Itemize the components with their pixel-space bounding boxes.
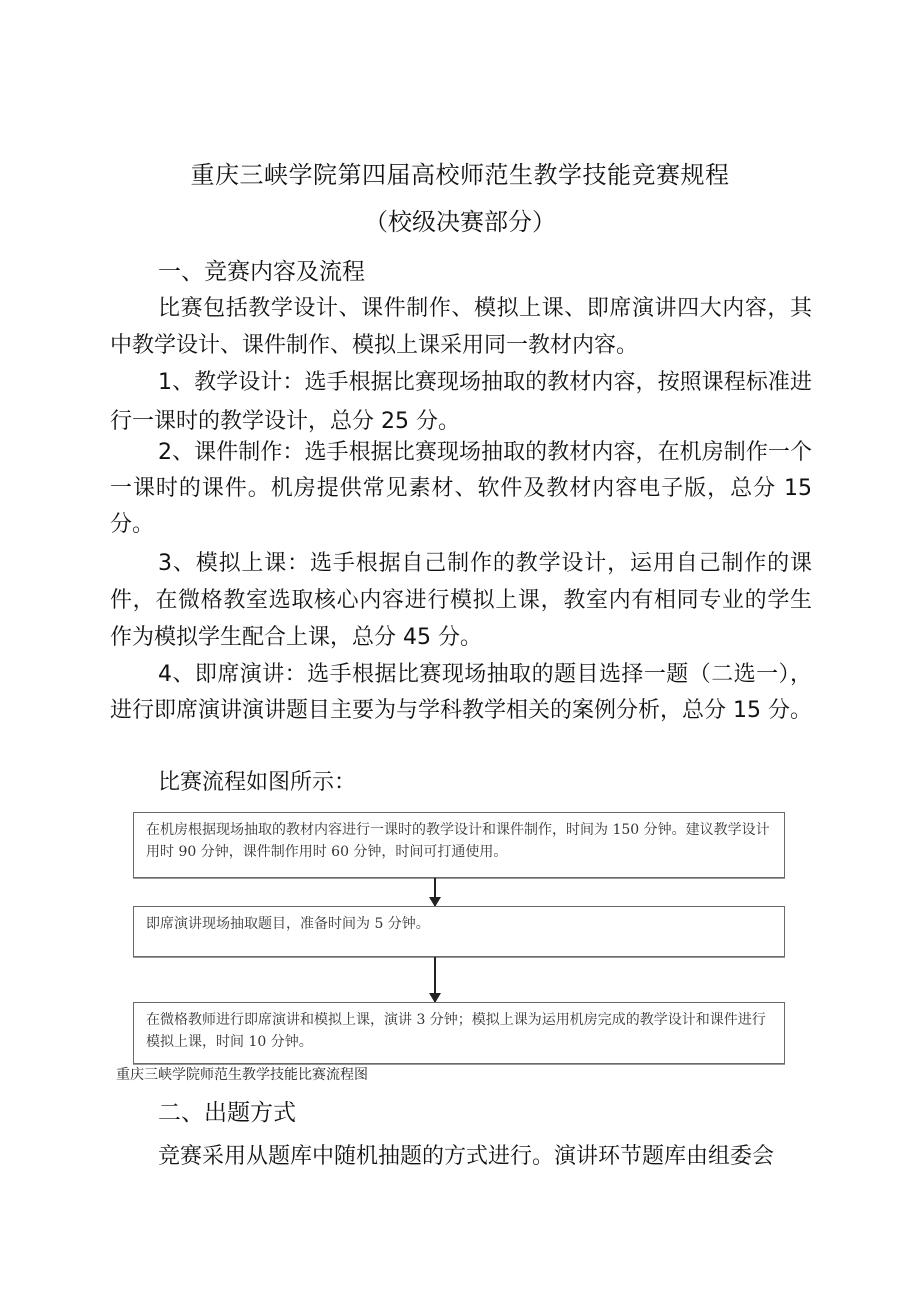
section-heading-1: 一、竞赛内容及流程 [158, 259, 365, 285]
item-courseware-production: 2、课件制作：选手根据比赛现场抽取的教材内容，在机房制作一个一课时的课件。机房提供常见素材、软件及教材内容电子版，总分 15 分。 [110, 440, 812, 537]
flow-step-3: 在微格教师进行即席演讲和模拟上课，演讲 3 分钟；模拟上课为运用机房完成的教学设计和课件进行模拟上课，时间 10 分钟。 [133, 1002, 785, 1064]
flow-intro-text: 比赛流程如图所示： [158, 770, 357, 795]
competition-flowchart [133, 812, 787, 1064]
section-heading-2: 二、出题方式 [158, 1100, 296, 1126]
document-title: 重庆三峡学院第四届高校师范生教学技能竞赛规程 [190, 161, 730, 189]
item-impromptu-speech: 4、即席演讲：选手根据比赛现场抽取的题目选择一题（二选一），进行即席演讲演讲题目主要为与学科教学相关的案例分析，总分 15 分。 [110, 662, 812, 723]
document-subtitle: （校级决赛部分） [364, 208, 556, 236]
section1-intro-paragraph: 比赛包括教学设计、课件制作、模拟上课、即席演讲四大内容，其中教学设计、课件制作、模拟上课采用同一教材内容。 [110, 296, 812, 358]
flowchart-caption: 重庆三峡学院师范生教学技能比赛流程图 [116, 1067, 368, 1083]
item-mock-lesson: 3、模拟上课：选手根据自己制作的教学设计，运用自己制作的课件，在微格教室选取核心内容进行模拟上课，教室内有相同专业的学生作为模拟学生配合上课，总分 45 分。 [110, 551, 812, 650]
down-arrow-icon [434, 957, 436, 1002]
flow-step-1: 在机房根据现场抽取的教材内容进行一课时的教学设计和课件制作，时间为 150 分钟。建议教学设计用时 90 分钟，课件制作用时 60 分钟，时间可打通使用。 [133, 812, 785, 878]
down-arrow-icon [434, 878, 436, 906]
item-teaching-design: 1、教学设计：选手根据比赛现场抽取的教材内容，按照课程标准进行一课时的教学设计，总分 25 分。 [110, 370, 812, 434]
section2-body: 竞赛采用从题库中随机抽题的方式进行。演讲环节题库由组委会 [158, 1144, 775, 1169]
flow-step-2: 即席演讲现场抽取题目，准备时间为 5 分钟。 [133, 906, 785, 957]
